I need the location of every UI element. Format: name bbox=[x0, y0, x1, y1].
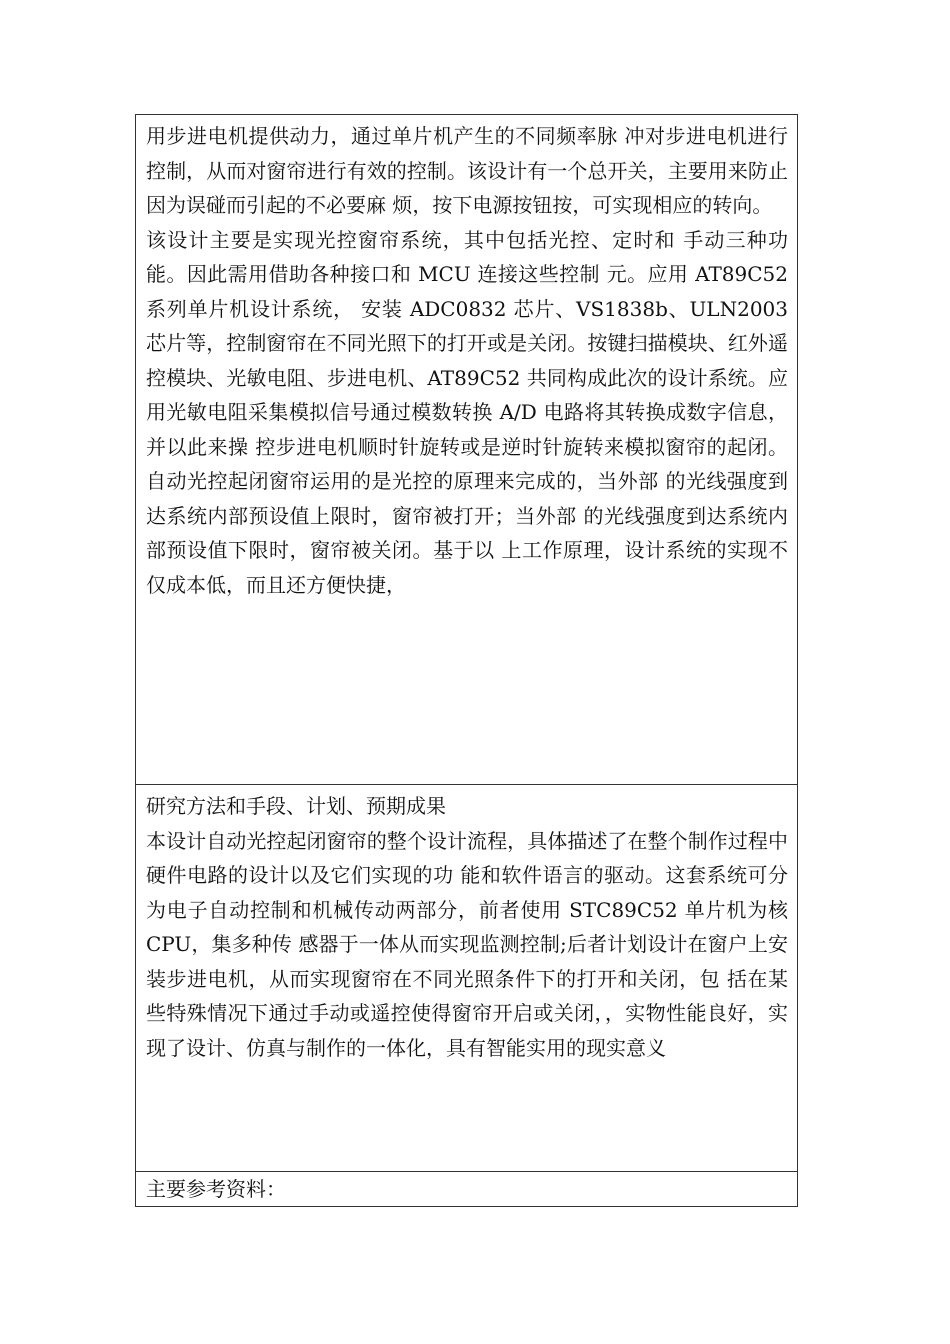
methods-section-cell bbox=[136, 784, 797, 1171]
methods-heading: 研究方法和手段、计划、预期成果 bbox=[146, 794, 446, 818]
methods-body: 本设计自动光控起闭窗帘的整个设计流程，具体描述了在整个制作过程中硬件电路的设计以及它们实现的功 能和软件语言的驱动。这套系统可分为电子自动控制和机械传动两部分，前者使用 STC89C52 单片机为核 CPU，集多种传 感器于一体从而实现监测控制;后者计划设计在窗户上安装步进电机，从而实现窗帘在不同光照条件下的打开和关闭，包 括在某些特殊情况下通过手动或遥控使得窗帘开启或关闭，，实物性能良好，实现了设计、仿真与制作的一体化，具有智能实用的现实意义 bbox=[146, 828, 788, 1060]
proposal-form-table bbox=[135, 114, 798, 1207]
references-heading: 主要参考资料： bbox=[146, 1177, 286, 1201]
background-paragraph-2: 该设计主要是实现光控窗帘系统，其中包括光控、定时和 手动三种功能。因此需用借助各种接口和 MCU 连接这些控制 元。应用 AT89C52 系列单片机设计系统， 安装 ADC0832 芯片、VS1838b、ULN2003 芯片等，控制窗帘在不同光照下的打开或是关闭。按键扫描模块、红外遥控模块、光敏电阻、步进电机、AT89C52 共同构成此次的设计系统。应用光敏电阻采集模拟信号通过模数转换 A/D 电路将其转换成数字信息，并以此来操 控步进电机顺时针旋转或是逆时针旋转来模拟窗帘的起闭。 自动光控起闭窗帘运用的是光控的原理来完成的，当外部 的光线强度到达系统内部预设值上限时，窗帘被打开；当外部 的光线强度到达系统内部预设值下限时，窗帘被关闭。基于以 上工作原理，设计系统的实现不仅成本低，而且还方便快捷， bbox=[146, 227, 788, 597]
references-section-cell bbox=[136, 1171, 797, 1206]
background-section-cell bbox=[136, 115, 797, 784]
background-paragraph-1: 用步进电机提供动力，通过单片机产生的不同频率脉 冲对步进电机进行控制，从而对窗帘进行有效的控制。该设计有一个总开关，主要用来防止因为误碰而引起的不必要麻 烦，按下电源按钮按，可实现相应的转向。 bbox=[146, 124, 788, 217]
